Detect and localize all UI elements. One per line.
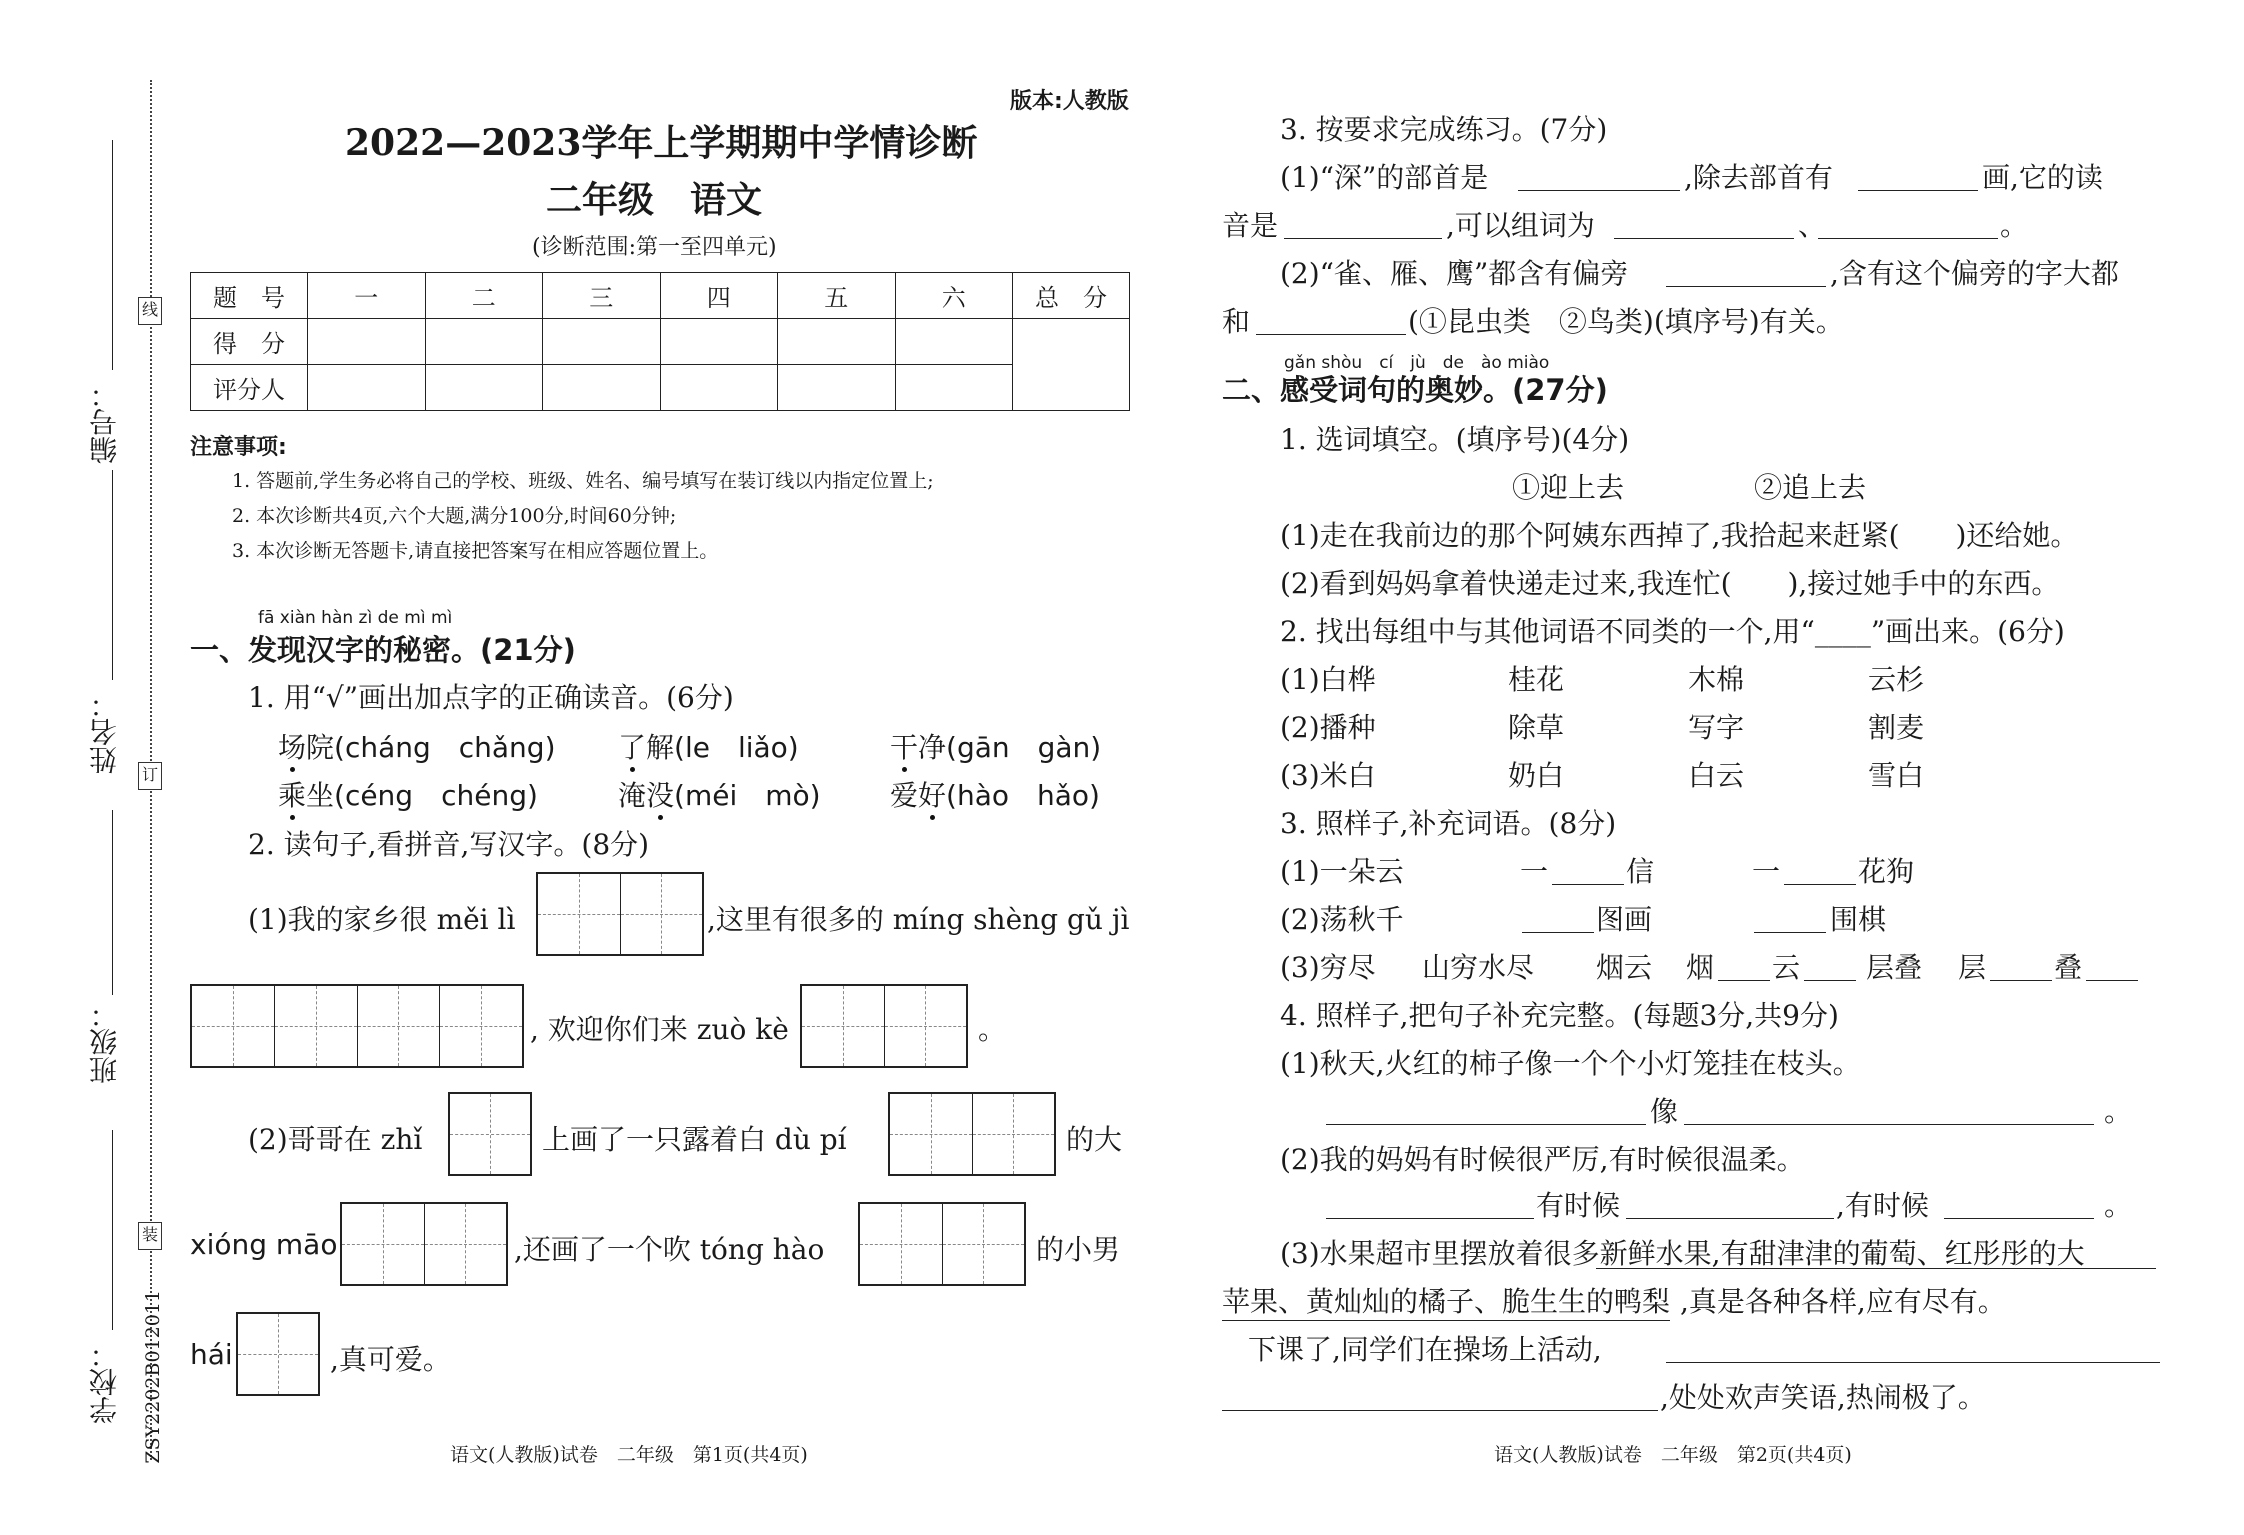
answer-blank[interactable] (1858, 190, 1978, 191)
s2q3-1-post1: 信 (1626, 855, 1655, 888)
dotted-char: 了 (618, 731, 647, 764)
section1-pinyin: fā xiàn hàn zì de mì mì (258, 608, 453, 628)
s2q2-r2-c4[interactable]: 割麦 (1868, 711, 1925, 744)
grader-cell[interactable] (543, 365, 661, 411)
q3-1d: 音是 (1222, 209, 1279, 242)
score-header-4: 四 (660, 273, 778, 319)
q1-item-1 (278, 726, 556, 766)
dotted-char: 乘 (278, 779, 307, 812)
name-label: 姓名： (88, 690, 121, 774)
grader-cell[interactable] (778, 365, 896, 411)
s2q4-2-example: (2)我的妈妈有时候很严厉,有时候很温柔。 (1280, 1143, 1805, 1176)
note-1: 1. 答题前,学生务必将自己的学校、班级、姓名、编号填写在装订线以内指定位置上; (232, 470, 934, 492)
s2q1-item-1: (1)走在我前边的那个阿姨东西掉了,我拾起来赶紧( )还给她。 (1280, 519, 2079, 552)
note-2: 2. 本次诊断共4页,六个大题,满分100分,时间60分钟; (232, 505, 677, 527)
q3-1e: ,可以组词为 (1446, 209, 1595, 242)
school-label: 学校： (88, 1340, 121, 1424)
s2q3-3-example: 山穷水尽 (1422, 951, 1535, 984)
grader-cell[interactable] (425, 365, 543, 411)
answer-blank[interactable] (1784, 884, 1856, 885)
q3-2a: (2)“雀、雁、鹰”都含有偏旁 (1280, 257, 1629, 290)
s2q1-item-2: (2)看到妈妈拿着快递走过来,我连忙( ),接过她手中的东西。 (1280, 567, 2060, 600)
q2-s2c: 的大 (1066, 1123, 1123, 1156)
class-label: 班级： (88, 1000, 121, 1084)
s2q4-3b: 苹果、黄灿灿的橘子、脆生生的鸭梨 (1222, 1280, 1670, 1321)
q1-item-3 (890, 726, 1101, 766)
s2q4-prompt: 4. 照样子,把句子补充完整。(每题3分,共9分) (1280, 999, 1839, 1032)
score-header-label: 题 号 (191, 273, 308, 319)
q1-item-4-text: 坐(céng chéng) (306, 779, 538, 812)
q3-1f: 、 (1798, 209, 1827, 242)
number-field[interactable] (112, 140, 113, 370)
s2q4-3d: 下课了,同学们在操场上活动, (1248, 1333, 1602, 1366)
score-cell[interactable] (543, 319, 661, 365)
q1-item-4 (278, 774, 538, 814)
score-header-1: 一 (308, 273, 426, 319)
section2-title: 二、感受词句的奥妙。(27分) (1222, 373, 1608, 407)
answer-blank[interactable] (1818, 238, 1998, 239)
notes-title: 注意事项: (190, 435, 287, 460)
q3-1g: 。 (2000, 209, 2029, 242)
example-underline (1596, 1268, 2156, 1269)
s2q3-3-c4: 叠 (2054, 951, 2083, 984)
page2-footer: 语文(人教版)试卷 二年级 第2页(共4页) (1494, 1444, 1852, 1466)
writing-box-xiongmao[interactable] (340, 1202, 508, 1286)
answer-blank[interactable] (1326, 1124, 1646, 1125)
s2q4-1-end: 。 (2104, 1095, 2133, 1128)
q1-item-5-pre: 淹 (618, 779, 647, 812)
q3-2d: (①昆虫类 ②鸟类)(填序号)有关。 (1408, 305, 1844, 338)
writing-box-zhi[interactable] (448, 1092, 532, 1176)
q3-prompt: 3. 按要求完成练习。(7分) (1280, 113, 1608, 146)
answer-blank[interactable] (1804, 980, 1856, 981)
s2q2-r3-c4[interactable]: 雪白 (1868, 759, 1925, 792)
score-header-2: 二 (425, 273, 543, 319)
school-field[interactable] (112, 1130, 113, 1330)
s2q4-2-sometimes2: ,有时候 (1836, 1189, 1929, 1222)
answer-blank[interactable] (1666, 1362, 2160, 1363)
exam-title: 2022—2023学年上学期期中学情诊断 (345, 122, 978, 164)
page1-footer: 语文(人教版)试卷 二年级 第1页(共4页) (450, 1444, 808, 1466)
q2-s2b: 上画了一只露着白 dù pí (542, 1123, 847, 1156)
q2-s2a: (2)哥哥在 zhǐ (248, 1123, 423, 1156)
q1-item-5 (618, 774, 821, 814)
q3-2c: 和 (1222, 305, 1251, 338)
writing-box-dupi[interactable] (888, 1092, 1056, 1176)
q1-item-2 (618, 726, 799, 766)
score-cell[interactable] (895, 319, 1013, 365)
writing-box-hai[interactable] (236, 1312, 320, 1396)
number-label: 编号： (88, 380, 121, 464)
q2-s2g: hái (190, 1338, 233, 1371)
writing-box-mingshengguji[interactable] (190, 984, 524, 1068)
answer-blank[interactable] (1614, 238, 1794, 239)
s2q3-3-c2: 云 (1772, 951, 1801, 984)
exam-subtitle: 二年级 语文 (546, 179, 763, 221)
q1-item-6-pre: 爱 (890, 779, 919, 812)
s2q3-3-word2: 烟云 (1596, 951, 1653, 984)
grader-cell[interactable] (895, 365, 1013, 411)
s2q4-3c: ,真是各种各样,应有尽有。 (1680, 1285, 2006, 1318)
score-cell[interactable] (778, 319, 896, 365)
q1-item-5-text: (méi mò) (674, 779, 821, 812)
q2-s1b: ,这里有很多的 míng shèng gǔ jì (707, 903, 1130, 936)
q1-item-2-text: 解(le liǎo) (646, 731, 799, 764)
q1-item-6-text: (hào hǎo) (946, 779, 1100, 812)
class-field[interactable] (112, 810, 113, 995)
answer-blank[interactable] (1666, 286, 1826, 287)
q2-prompt: 2. 读句子,看拼音,写汉字。(8分) (248, 828, 650, 861)
q1-prompt: 1. 用“√”画出加点字的正确读音。(6分) (248, 681, 734, 714)
q2-s1c: , 欢迎你们来 zuò kè (530, 1013, 789, 1046)
s2q3-2-post1: 图画 (1596, 903, 1653, 936)
s2q2-r1-c3[interactable]: 木棉 (1688, 663, 1745, 696)
s2q3-3-c1: 烟 (1686, 951, 1715, 984)
score-header-6: 六 (895, 273, 1013, 319)
score-cell[interactable] (425, 319, 543, 365)
s2q2-r3-c1: (3)米白 (1280, 759, 1376, 792)
q2-s2f: 的小男 (1036, 1233, 1121, 1266)
answer-blank[interactable] (1522, 932, 1594, 933)
s2q2-r2-c2[interactable]: 除草 (1508, 711, 1565, 744)
section2-pinyin: gǎn shòu cí jù de ào miào (1284, 353, 1550, 373)
s2q2-r3-c2[interactable]: 奶白 (1508, 759, 1565, 792)
s2q3-prompt: 3. 照样子,补充词语。(8分) (1280, 807, 1617, 840)
seal-mark-zhuang: 装 (138, 1222, 162, 1250)
total-score-cell[interactable] (1013, 319, 1130, 411)
name-field[interactable] (112, 470, 113, 680)
s2q2-r1-c1: (1)白桦 (1280, 663, 1376, 696)
s2q3-1-pre2: 一 (1752, 855, 1781, 888)
answer-blank[interactable] (1684, 1124, 2094, 1125)
answer-blank[interactable] (1518, 190, 1680, 191)
q3-2b: ,含有这个偏旁的字大都 (1830, 257, 2119, 290)
version-label: 版本:人教版 (1010, 89, 1129, 114)
q2-s2d: xióng māo (190, 1228, 338, 1261)
q3-1b: ,除去部首有 (1684, 161, 1833, 194)
seal-mark-ding: 订 (138, 762, 162, 790)
q2-s2h: ,真可爱。 (330, 1343, 451, 1376)
s2q3-2-post2: 围棋 (1830, 903, 1887, 936)
s2q1-option-2: ②追上去 (1754, 471, 1867, 504)
s2q3-2-example: (2)荡秋千 (1280, 903, 1404, 936)
q1-item-6 (890, 774, 1100, 814)
s2q2-r3-c3[interactable]: 白云 (1688, 759, 1745, 792)
s2q1-prompt: 1. 选词填空。(填序号)(4分) (1280, 423, 1630, 456)
answer-blank[interactable] (1552, 884, 1624, 885)
score-header-3: 三 (543, 273, 661, 319)
score-row-label: 得 分 (191, 319, 308, 365)
s2q3-1-pre1: 一 (1520, 855, 1549, 888)
s2q3-3-word3: 层叠 (1866, 951, 1923, 984)
s2q2-prompt: 2. 找出每组中与其他词语不同类的一个,用“____”画出来。(6分) (1280, 615, 2065, 648)
q1-item-3-text: 净(gān gàn) (918, 731, 1102, 764)
answer-blank[interactable] (1222, 1410, 1658, 1411)
answer-blank[interactable] (1944, 1218, 2094, 1219)
grader-cell[interactable] (308, 365, 426, 411)
q3-1a: (1)“深”的部首是 (1280, 161, 1489, 194)
dotted-char: 没 (646, 779, 675, 812)
score-header-5: 五 (778, 273, 896, 319)
score-cell[interactable] (308, 319, 426, 365)
seal-mark-xian: 线 (138, 297, 162, 325)
s2q3-1-example: (1)一朵云 (1280, 855, 1404, 888)
writing-box-meili[interactable] (536, 872, 704, 956)
dotted-char: 场 (278, 731, 307, 764)
exam-scope: (诊断范围:第一至四单元) (532, 235, 777, 260)
q2-s1d: 。 (978, 1013, 1007, 1046)
q2-s2e: ,还画了一个吹 tóng hào (514, 1233, 825, 1266)
s2q4-3a: (3)水果超市里摆放着很多新鲜水果,有甜津津的葡萄、红彤彤的大 (1280, 1237, 2085, 1270)
q2-s1a: (1)我的家乡很 měi lì (248, 903, 516, 936)
answer-blank[interactable] (1284, 238, 1442, 239)
dotted-char: 干 (890, 731, 919, 764)
s2q4-3e: ,处处欢声笑语,热闹极了。 (1660, 1381, 1986, 1414)
score-header-total: 总 分 (1013, 273, 1130, 319)
answer-blank[interactable] (2086, 980, 2138, 981)
answer-blank[interactable] (1626, 1218, 1834, 1219)
q3-1c: 画,它的读 (1982, 161, 2103, 194)
answer-blank[interactable] (1256, 334, 1406, 335)
dotted-char: 好 (918, 779, 947, 812)
section1-title: 一、发现汉字的秘密。(21分) (190, 633, 576, 667)
grader-cell[interactable] (660, 365, 778, 411)
writing-box-tonghao[interactable] (858, 1202, 1026, 1286)
s2q4-2-sometimes1: 有时候 (1536, 1189, 1621, 1222)
s2q3-1-post2: 花狗 (1858, 855, 1915, 888)
s2q3-3-word: (3)穷尽 (1280, 951, 1376, 984)
note-3: 3. 本次诊断无答题卡,请直接把答案写在相应答题位置上。 (232, 540, 719, 562)
answer-blank[interactable] (1754, 932, 1826, 933)
grader-row-label: 评分人 (191, 365, 308, 411)
s2q4-1-example: (1)秋天,火红的柿子像一个个小灯笼挂在枝头。 (1280, 1047, 1861, 1080)
answer-blank[interactable] (1718, 980, 1770, 981)
answer-blank[interactable] (1990, 980, 2052, 981)
answer-blank[interactable] (1326, 1218, 1534, 1219)
s2q2-r2-c1: (2)播种 (1280, 711, 1376, 744)
score-cell[interactable] (660, 319, 778, 365)
s2q4-1-like: 像 (1650, 1095, 1679, 1128)
writing-box-zuoke[interactable] (800, 984, 968, 1068)
s2q3-3-c3: 层 (1958, 951, 1987, 984)
q1-item-1-text: 院(cháng chǎng) (306, 731, 556, 764)
s2q1-option-1: ①迎上去 (1512, 471, 1625, 504)
s2q2-r2-c3[interactable]: 写字 (1688, 711, 1745, 744)
s2q4-2-end: 。 (2104, 1189, 2133, 1222)
s2q2-r1-c4[interactable]: 云杉 (1868, 663, 1925, 696)
paper-code: ZSY2202B012011 (142, 1290, 164, 1464)
score-table (190, 272, 1130, 411)
s2q2-r1-c2[interactable]: 桂花 (1508, 663, 1565, 696)
